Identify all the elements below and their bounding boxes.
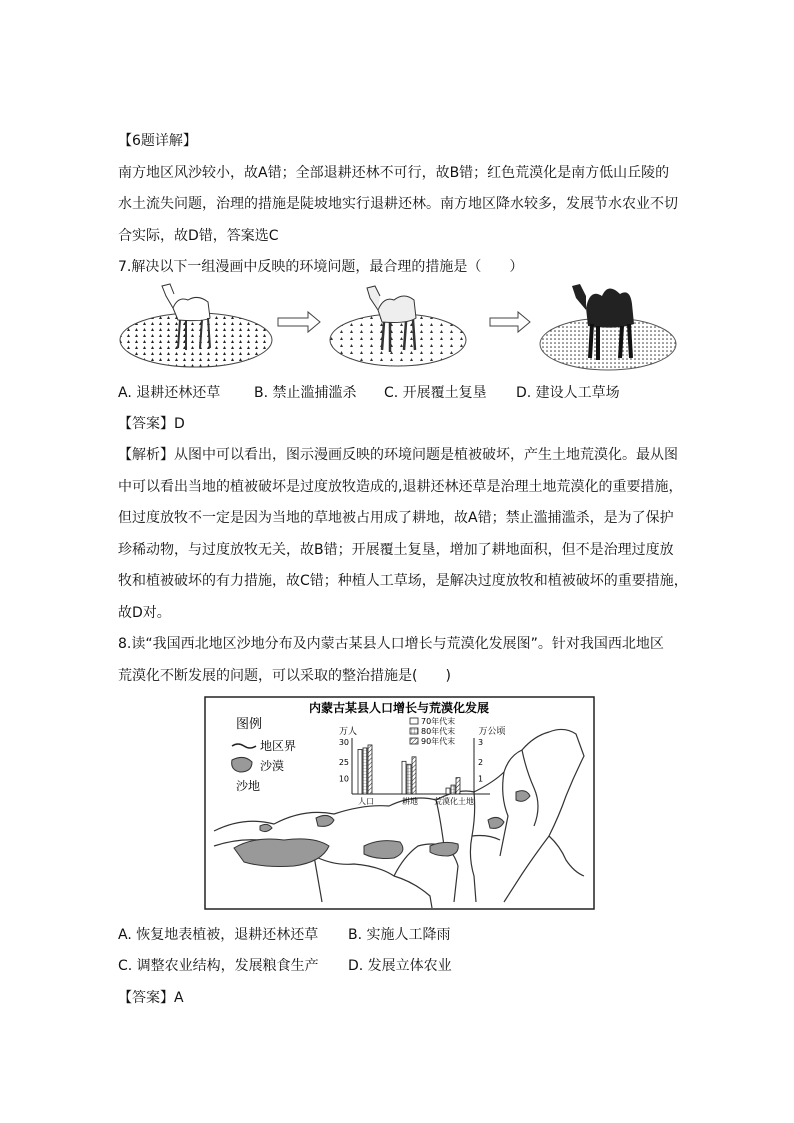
q8-option-a[interactable]: A. 恢复地表植被，退耕还林还草: [118, 927, 319, 943]
chart-ylabel-right: 万公顷: [478, 727, 506, 737]
desert-swatch-icon: [232, 757, 252, 772]
chart-legend-label: 80年代末: [421, 727, 456, 736]
chart-tick-right: 3: [478, 738, 484, 747]
chart-bar: [451, 785, 455, 794]
q7-option-a[interactable]: A. 退耕还林还草: [118, 385, 221, 401]
legend-border-label: 地区界: [260, 739, 297, 753]
q6-line-3: 合实际，故D错，答案选C: [118, 228, 279, 244]
q7-options: [118, 383, 620, 403]
chart-tick-left: 30: [338, 738, 349, 747]
overgrazing-cartoon: [118, 278, 688, 378]
q8-option-c[interactable]: C. 调整农业结构，发展粮食生产: [118, 958, 319, 974]
q8-option-b[interactable]: B. 实施人工降雨: [348, 927, 451, 943]
q7-analysis-2: 中可以看出当地的植被破坏是过度放牧造成的,退耕还林还草是治理土地荒漠化的重要措施，: [118, 479, 683, 495]
q7-option-c[interactable]: C. 开展覆土复垦: [384, 385, 487, 401]
chart-bar: [407, 764, 411, 794]
chart-bar: [446, 788, 450, 794]
cartoon-panel-grassland: [120, 284, 272, 367]
chart-title: 内蒙古某县人口增长与荒漠化发展: [308, 701, 490, 715]
chart-tick-right: 1: [478, 774, 484, 784]
q7-answer: 【答案】D: [118, 416, 185, 432]
chart-category-label: 耕地: [402, 797, 418, 806]
q7-option-b[interactable]: B. 禁止滥捕滥杀: [254, 385, 357, 401]
q8-option-d[interactable]: D. 发展立体农业: [348, 958, 452, 974]
q7-analysis-6: 故D对。: [118, 605, 171, 621]
chart-category-label: 荒漠化土地: [434, 797, 474, 806]
chart-legend-swatch: [410, 718, 418, 724]
cartoon-panel-desert: [540, 284, 676, 370]
q7-option-d[interactable]: D. 建设人工草场: [516, 385, 620, 401]
q7-analysis-1: 【解析】从图中可以看出，图示漫画反映的环境问题是植被破坏，产生土地荒漠化。最从图: [118, 447, 678, 463]
q8-answer: 【答案】A: [118, 990, 184, 1006]
legend-title: 图例: [236, 717, 263, 732]
q8-question-1: 8.读“我国西北地区沙地分布及内蒙古某县人口增长与荒漠化发展图”。针对我国西北地区: [118, 636, 664, 652]
chart-bar: [358, 749, 362, 794]
chart-bar: [363, 748, 367, 794]
chart-tick-right: 2: [478, 757, 484, 767]
chart-tick-left: 25: [338, 757, 349, 767]
q6-heading: 【6题详解】: [118, 133, 197, 149]
chart-legend-label: 90年代末: [421, 737, 456, 746]
chart-ylabel-left: 万人: [338, 727, 358, 737]
chart-bar: [412, 757, 416, 794]
q8-question-2: 荒漠化不断发展的问题，可以采取的整治措施是( ): [118, 668, 451, 684]
chart-legend-swatch: [410, 738, 418, 744]
chart-tick-left: 10: [338, 774, 349, 784]
cartoon-panel-degraded: [330, 286, 466, 366]
q7-analysis-4: 珍稀动物，与过度放牧无关，故B错；开展覆土复垦，增加了耕地面积，但不是治理过度放: [118, 542, 674, 558]
q6-line-1: 南方地区风沙较小，故A错；全部退耕还林不可行，故B错；红色荒漠化是南方低山丘陵的: [118, 165, 670, 181]
q7-analysis-5: 牧和植被破坏的有力措施，故C错；种植人工草场，是解决过度放牧和植被破坏的重要措施，: [118, 573, 688, 589]
northwest-desert-map: [204, 696, 595, 910]
legend-desert-label: 沙漠: [260, 759, 285, 773]
chart-bar: [368, 745, 372, 794]
chart-bar: [402, 761, 406, 794]
chart-legend-swatch: [410, 728, 418, 734]
q7-question: 7.解决以下一组漫画中反映的环境问题，最合理的措施是（ ）: [118, 259, 524, 275]
chart-legend-label: 70年代末: [421, 717, 456, 726]
legend-sandland-label: 沙地: [236, 779, 261, 793]
q8-options-row-2: [118, 956, 452, 976]
q6-line-2: 水土流失问题，治理的措施是陡坡地实行退耕还林。南方地区降水较多，发展节水农业不切: [118, 196, 678, 212]
chart-bar: [456, 778, 460, 794]
chart-category-label: 人口: [358, 797, 374, 806]
q8-options-row-1: [118, 925, 451, 945]
q7-analysis-3: 但过度放牧不一定是因为当地的草地被占用成了耕地，故A错；禁止滥捕滥杀，是为了保护: [118, 510, 674, 526]
